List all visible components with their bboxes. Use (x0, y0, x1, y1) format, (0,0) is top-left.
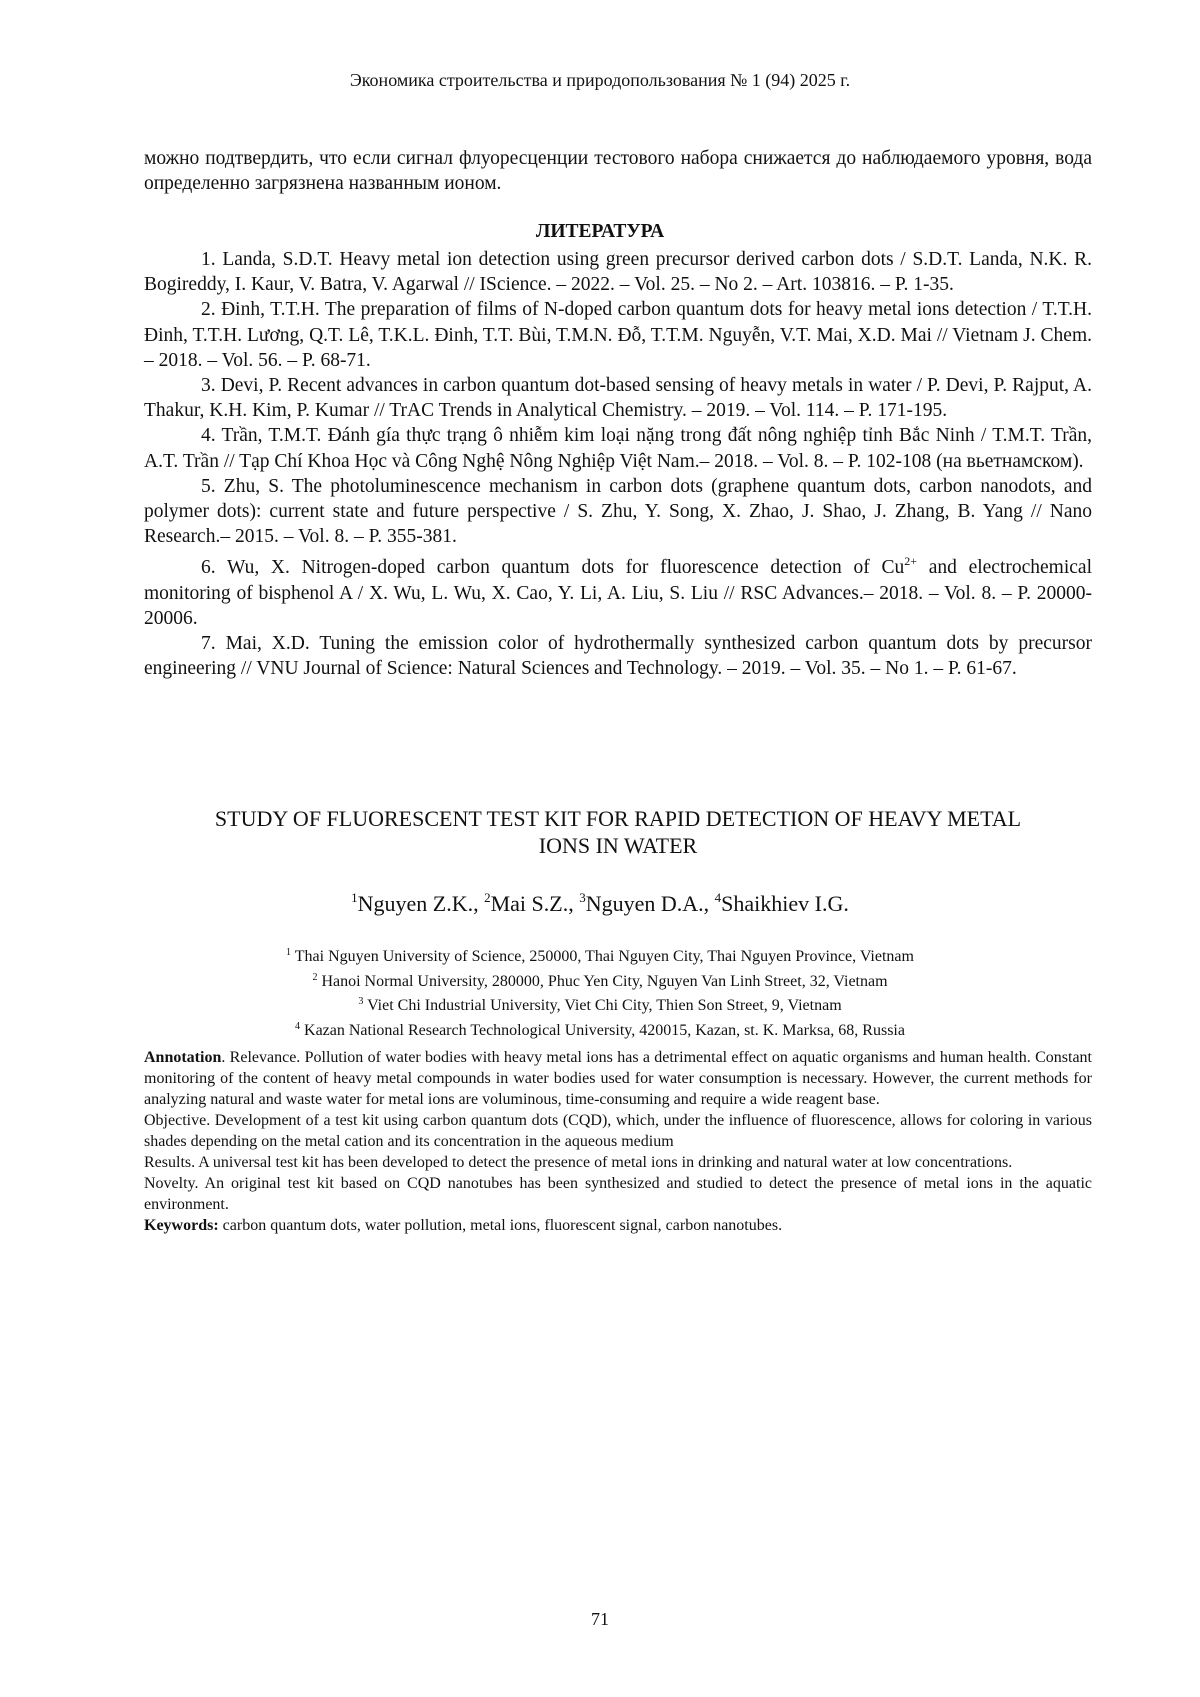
references-list (144, 247, 1092, 681)
author-separator: , (703, 891, 715, 916)
affiliation-2-mark: 2 (312, 971, 318, 983)
annotation-paragraph (144, 1047, 1092, 1110)
reference-6-text-end: and electrochemical monitoring of bisphenol A / X. Wu, L. Wu, X. Cao, Y. Li, A. Liu, S. Liu // RSC Advances.– 2018. – Vol. 8. – P. 20000-20006. (144, 557, 1092, 629)
affiliation-4-mark: 4 (295, 1020, 301, 1032)
keywords-text: carbon quantum dots, water pollution, metal ions, fluorescent signal, carbon nanotubes. (218, 1217, 783, 1234)
reference-item-3: 3. Devi, P. Recent advances in carbon quantum dot-based sensing of heavy metals in water / P. Devi, P. Rajput, A. Thakur, K.H. Kim, P. Kumar // TrAC Trends in Analytical Chemistry. – 2019. – Vol. 114. – P. 171-195. (144, 375, 1092, 422)
author-4-affiliation-mark: 4 (714, 890, 722, 905)
affiliation-3 (0, 992, 1200, 1017)
author-2-name: Mai S.Z. (490, 891, 569, 916)
affiliation-1-mark: 1 (286, 947, 292, 958)
keywords-label: Keywords: (144, 1217, 219, 1234)
author-2-affiliation-mark: 2 (484, 890, 491, 905)
affiliation-3-text: Viet Chi Industrial University, Viet Chi City, Thien Son Street, 9, Vietnam (363, 997, 842, 1014)
affiliation-1 (0, 943, 1200, 968)
reference-item-1: 1. Landa, S.D.T. Heavy metal ion detection using green precursor derived carbon dots / S.D.T. Landa, N.K. R. Bogireddy, I. Kaur, V. Batra, V. Agarwal // IScience. – 2022. – Vol. 25. – No 2. – Art. 103816. – P. 1-35. (144, 249, 1092, 296)
english-article-title (144, 805, 1092, 859)
author-1-name: Nguyen Z.K. (357, 891, 474, 916)
abstract-block (144, 1047, 1092, 1236)
reference-6-text-start: 6. Wu, X. Nitrogen-doped carbon quantum dots for fluorescence detection of Cu (201, 557, 905, 579)
english-title-line-1: STUDY OF FLUORESCENT TEST KIT FOR RAPID DETECTION OF HEAVY METAL (214, 806, 1022, 831)
affiliation-1-text: Thai Nguyen University of Science, 250000, Thai Nguyen City, Thai Nguyen Province, Vietnam (291, 948, 914, 965)
affiliations-list (0, 943, 1200, 1041)
reference-6-superscript: 2+ (904, 554, 917, 569)
reference-item-4: 4. Trần, T.M.T. Đánh gía thực trạng ô nhiễm kim loại nặng trong đất nông nghiệp tỉnh Bắc Ninh / T.M.T. Trần, A.T. Trần // Tạp Chí Khoa Học và Công Nghệ Nông Nghiệp Việt Nam.– 2018. – Vol. 8. – P. 102-108 (на вьетнамском). (144, 425, 1092, 472)
objective-paragraph: Objective. Development of a test kit using carbon quantum dots (CQD), which, under the influence of fluorescence, allows for coloring in various shades depending on the metal cation and its concentration in the aqueous medium (144, 1112, 1092, 1150)
results-paragraph: Results. A universal test kit has been developed to detect the presence of metal ions in drinking and natural water at low concentrations. (144, 1154, 1013, 1171)
reference-item-5: 5. Zhu, S. The photoluminescence mechanism in carbon dots (graphene quantum dots, carbon nanodots, and polymer dots): current state and future perspective / S. Zhu, Y. Song, X. Zhao, J. Shao, J. Zhang, B. Yang // Nano Research.– 2015. – Vol. 8. – P. 355-381. (144, 475, 1092, 548)
authors-line (0, 890, 1200, 917)
novelty-paragraph: Novelty. An original test kit based on CQD nanotubes has been synthesized and studied to detect the presence of metal ions in the aquatic environment. (144, 1175, 1092, 1213)
author-separator: , (568, 891, 580, 916)
english-title-line-2: IONS IN WATER (538, 833, 698, 858)
author-1-affiliation-mark: 1 (351, 890, 358, 905)
affiliation-3-mark: 3 (358, 996, 364, 1007)
reference-item-7: 7. Mai, X.D. Tuning the emission color of hydrothermally synthesized carbon quantum dots by precursor engineering // VNU Journal of Science: Natural Sciences and Technology. – 2019. – Vol. 35. – No 1. – P. 61-67. (144, 633, 1092, 680)
author-4-name: Shaikhiev I.G. (721, 891, 849, 916)
affiliation-4 (0, 1017, 1200, 1042)
affiliation-4-text: Kazan National Research Technological University, 420015, Kazan, st. K. Marksa, 68, Russia (300, 1021, 905, 1039)
annotation-label: Annotation (144, 1049, 222, 1066)
affiliation-2-text: Hanoi Normal University, 280000, Phuc Yen City, Nguyen Van Linh Street, 32, Vietnam (317, 972, 888, 990)
annotation-text: . Relevance. Pollution of water bodies with heavy metal ions has a detrimental effect on aquatic organisms and human health. Constant monitoring of the content of heavy metal compounds in water bodies used for water consumption is necessary. However, the current methods for analyzing natural and waste water for metal ions are voluminous, time-consuming and require a wide reagent base. (144, 1049, 1092, 1108)
reference-item-2: 2. Đinh, T.T.H. The preparation of films of N-doped carbon quantum dots for heavy metal ions detection / T.T.H. Đinh, T.T.H. Lương, Q.T. Lê, T.K.L. Đinh, T.T. Bùi, T.M.N. Đỗ, T.T.M. Nguyễn, V.T. Mai, X.D. Mai // Vietnam J. Chem. – 2018. – Vol. 56. – P. 68-71. (144, 299, 1092, 371)
running-header: Экономика строительства и природопользования № 1 (94) 2025 г. (349, 70, 851, 90)
author-3-affiliation-mark: 3 (579, 890, 586, 905)
references-heading: ЛИТЕРАТУРА (535, 221, 665, 242)
page-number: 71 (591, 1609, 609, 1629)
author-separator: , (473, 891, 485, 916)
intro-paragraph: можно подтвердить, что если сигнал флуоресценции тестового набора снижается до наблюдаемого уровня, вода определенно загрязнена названным ионом. (144, 148, 1092, 194)
affiliation-2 (0, 968, 1200, 993)
reference-item-6 (144, 549, 1092, 631)
author-3-name: Nguyen D.A. (585, 891, 704, 916)
keywords-paragraph (144, 1215, 1092, 1236)
